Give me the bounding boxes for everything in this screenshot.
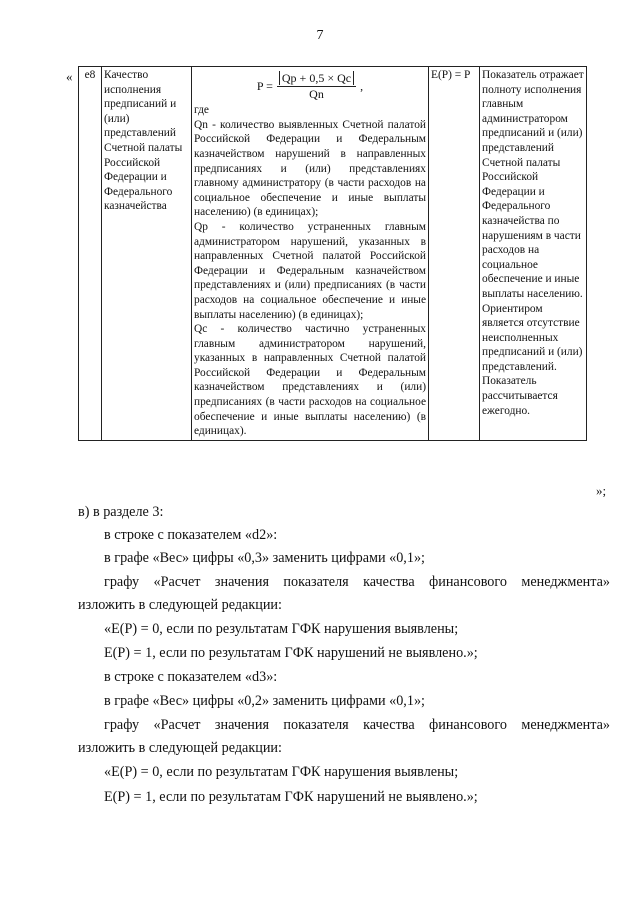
paragraph-weight-d2: в графе «Вес» цифры «0,3» заменить цифрами «0,1»; bbox=[104, 550, 425, 566]
table-open-quote: « bbox=[66, 69, 73, 84]
indicator-name: Качество исполнения предписаний и (или) представлений Счетной палаты Российской Федерации и Федерального казначейства bbox=[102, 67, 192, 441]
paragraph-formula-d3-1: E(P) = 1, если по результатам ГФК нарушений не выявлено.»; bbox=[104, 789, 478, 805]
formula-numerator-text: Qp + 0,5 × Qc bbox=[279, 71, 354, 85]
paragraph-section: в) в разделе 3: bbox=[78, 504, 164, 520]
formula-lhs: P = bbox=[256, 78, 273, 93]
paragraph-edition-d3: изложить в следующей редакции: bbox=[78, 740, 282, 756]
paragraph-column-d3: графу «Расчет значения показателя качества финансового менеджмента» bbox=[104, 717, 610, 733]
paragraph-formula-d2-0: «E(P) = 0, если по результатам ГФК нарушения выявлены; bbox=[104, 621, 459, 637]
paragraph-column-d2: графу «Расчет значения показателя качества финансового менеджмента» bbox=[104, 574, 610, 590]
paragraph-row-d3: в строке с показателем «d3»: bbox=[104, 669, 278, 685]
paragraph-weight-d3: в графе «Вес» цифры «0,2» заменить цифрами «0,1»; bbox=[104, 693, 425, 709]
paragraph-edition-d2: изложить в следующей редакции: bbox=[78, 597, 282, 613]
table-close-quote: »; bbox=[596, 483, 607, 498]
formula-numerator bbox=[277, 71, 356, 87]
calc-where: где bbox=[194, 104, 209, 117]
paragraph-formula-d3-0: «E(P) = 0, если по результатам ГФК нарушения выявлены; bbox=[104, 764, 459, 780]
indicator-description: Показатель отражает полноту исполнения главным администратором предписаний и (или) представлений Счетной палаты Российской Федерации и Федерального казначейства по нарушениям в части расходов на социальное обеспечение и иные выплаты населению. Ориентиром является отсутствие неисполненных предписаний и (или) представлений. Показатель рассчитывается ежегодно. bbox=[480, 67, 587, 441]
indicator-value: E(P) = P bbox=[429, 67, 480, 441]
table-row bbox=[79, 67, 587, 441]
calc-def-qc: Qc - количество частично устраненных главным администратором нарушений, указанных в направленных Счетной палатой Российской Федерации и Федеральным казначейством представлениях и (или) предписаниях (в части расходов на социальное обеспечение и иные выплаты населению) (в единицах). bbox=[194, 323, 426, 438]
calculation-cell bbox=[192, 67, 429, 441]
paragraph-row-d2: в строке с показателем «d2»: bbox=[104, 527, 278, 543]
formula-fraction bbox=[277, 71, 356, 101]
calc-def-qp: Qp - количество устраненных главным администратором нарушений, указанных в направленных Счетной палатой Российской Федерации и Федеральным казначейством представлениях и (или) предписаниях (в части расходов на социальное обеспечение и иные выплаты населению) (в единицах); bbox=[194, 220, 426, 321]
indicator-code: е8 bbox=[79, 67, 102, 441]
formula-tail: , bbox=[360, 78, 364, 93]
formula bbox=[194, 71, 426, 101]
formula-denominator: Qn bbox=[309, 86, 324, 101]
paragraph-formula-d2-1: E(P) = 1, если по результатам ГФК нарушений не выявлено.»; bbox=[104, 645, 478, 661]
indicator-table bbox=[78, 66, 587, 441]
page-number: 7 bbox=[316, 28, 324, 43]
calc-def-qn: Qn - количество выявленных Счетной палатой Российской Федерации и Федеральным казначейством нарушений в направленных предписаниях и (или) представлениях главному администратору (в части расходов на социальное обеспечение и иные выплаты населению) (в единицах); bbox=[194, 118, 426, 219]
